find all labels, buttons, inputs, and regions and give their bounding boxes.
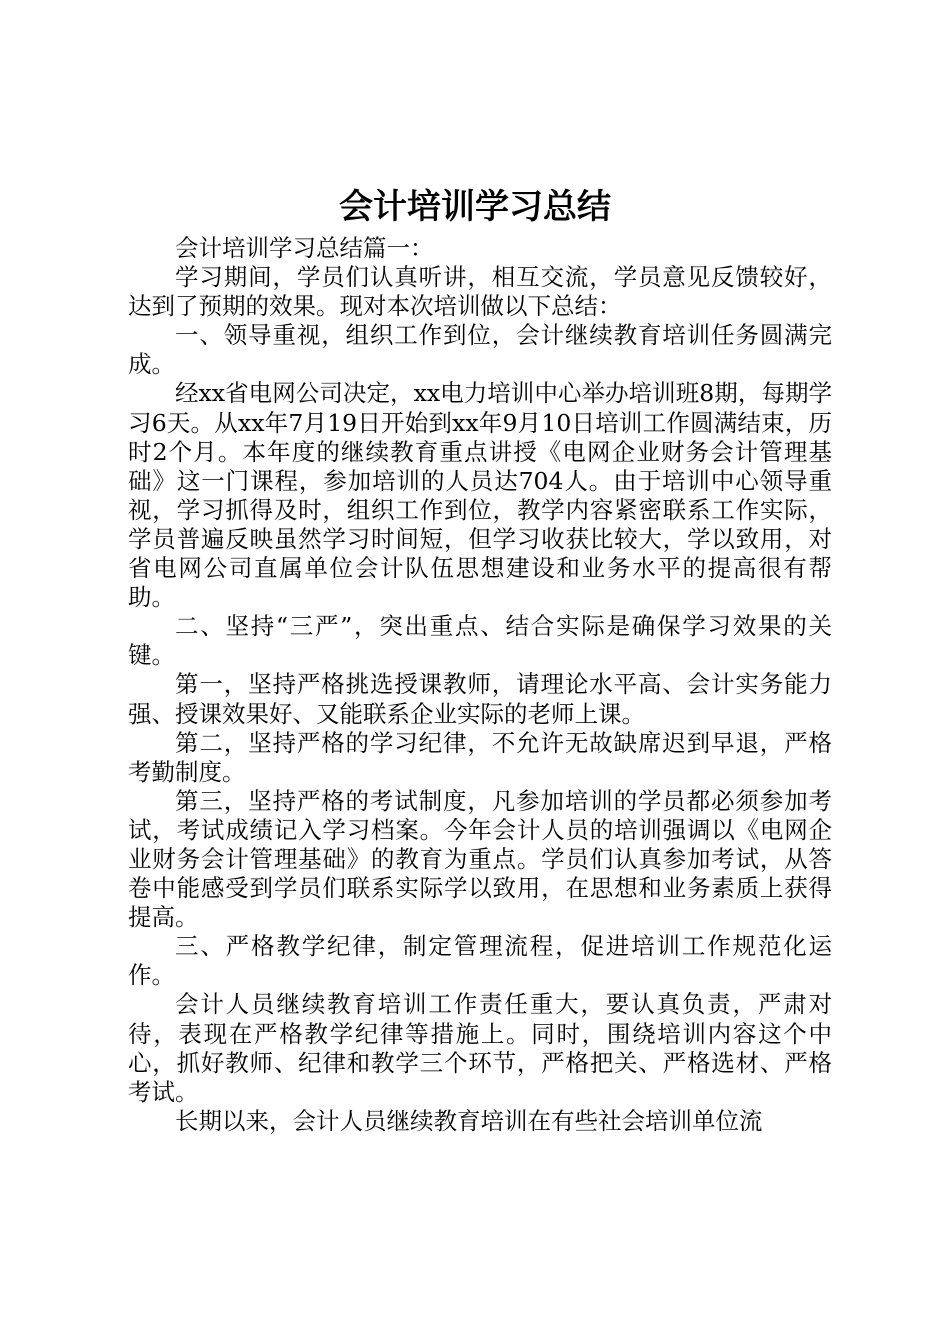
document-body — [128, 234, 832, 1136]
paragraph-point-two-heading: 二、坚持“三严”，突出重点、结合实际是确保学习效果的关键。 — [128, 612, 832, 670]
paragraph-intro: 学习期间，学员们认真听讲，相互交流，学员意见反馈较好，达到了预期的效果。现对本次培训做以下总结： — [128, 263, 832, 321]
paragraph-second-item: 第二，坚持严格的学习纪律，不允许无故缺席迟到早退，严格考勤制度。 — [128, 728, 832, 786]
paragraph-point-one-heading: 一、领导重视，组织工作到位，会计继续教育培训任务圆满完成。 — [128, 321, 832, 379]
paragraph-first-item: 第一，坚持严格挑选授课教师，请理论水平高、会计实务能力强、授课效果好、又能联系企业实际的老师上课。 — [128, 670, 832, 728]
paragraph-third-item: 第三，坚持严格的考试制度，凡参加培训的学员都必须参加考试，考试成绩记入学习档案。今年会计人员的培训强调以《电网企业财务会计管理基础》的教育为重点。学员们认真参加考试，从答卷中能感受到学员们联系实际学以致用，在思想和业务素质上获得提高。 — [128, 786, 832, 932]
paragraph-section-heading: 会计培训学习总结篇一： — [175, 234, 434, 262]
document-title: 会计培训学习总结 — [339, 187, 611, 227]
paragraph-point-one-body: 经xx省电网公司决定，xx电力培训中心举办培训班8期，每期学习6天。从xx年7月19日开始到xx年9月10日培训工作圆满结束，历时2个月。本年度的继续教育重点讲授《电网企业财务会计管理基础》这一门课程，参加培训的人员达704人。由于培训中心领导重视，学习抓得及时，组织工作到位，教学内容紧密联系工作实际，学员普遍反映虽然学习时间短，但学习收获比较大，学以致用，对省电网公司直属单位会计队伍思想建设和业务水平的提高很有帮助。 — [128, 379, 832, 612]
paragraph-continued: 长期以来，会计人员继续教育培训在有些社会培训单位流 — [175, 1106, 763, 1135]
paragraph-point-three-body: 会计人员继续教育培训工作责任重大，要认真负责，严肃对待，表现在严格教学纪律等措施上。同时，围绕培训内容这个中心，抓好教师、纪律和教学三个环节，严格把关、严格选材、严格考试。 — [128, 990, 832, 1106]
paragraph-point-three-heading: 三、严格教学纪律，制定管理流程，促进培训工作规范化运作。 — [128, 932, 832, 990]
